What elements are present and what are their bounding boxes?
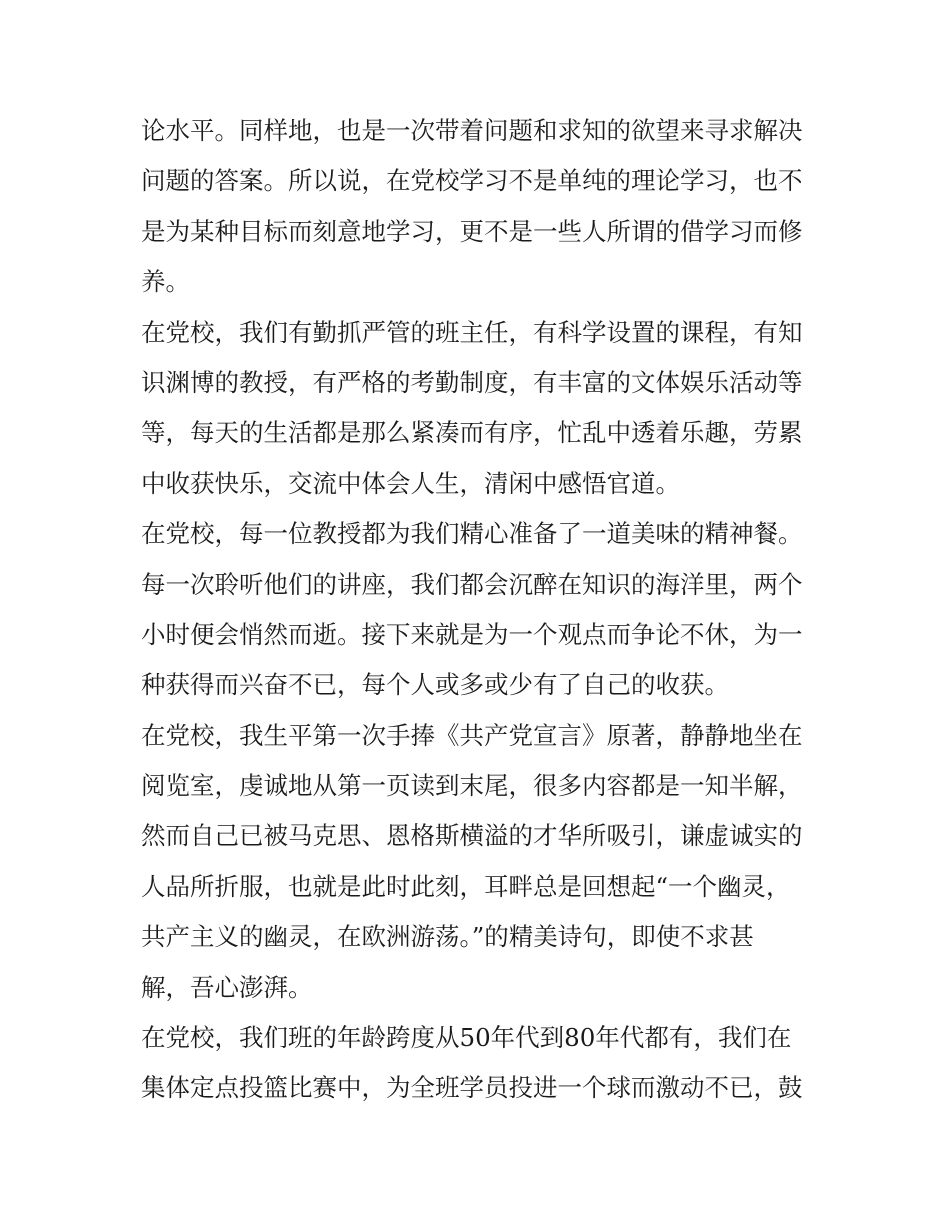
paragraph: [141, 711, 821, 1013]
body-text: [141, 106, 821, 1114]
paragraph: [141, 509, 821, 711]
text-line: 中收获快乐，交流中体会人生，清闲中感悟官道。: [141, 468, 680, 498]
text-line: 在党校，我生平第一次手捧《共产党宣言》原著，静静地坐在: [141, 720, 803, 750]
paragraph: [141, 106, 821, 308]
text-line: 人品所折服，也就是此时此刻，耳畔总是回想起“一个幽灵，: [141, 871, 791, 901]
text-line: 每一次聆听他们的讲座，我们都会沉醉在知识的海洋里，两个: [141, 569, 803, 599]
text-line: 共产主义的幽灵，在欧洲游荡。”的精美诗句，即使不求甚: [141, 922, 754, 952]
text-line: 解，吾心澎湃。: [141, 972, 313, 1002]
paragraph: [141, 1013, 821, 1114]
text-line: 种获得而兴奋不已，每个人或多或少有了自己的收获。: [141, 670, 729, 700]
text-line: 养。: [141, 267, 190, 297]
text-line: 问题的答案。所以说，在党校学习不是单纯的理论学习，也不: [141, 166, 803, 196]
text-line: 阅览室，虔诚地从第一页读到末尾，很多内容都是一知半解，: [141, 771, 803, 801]
text-line: 然而自己已被马克思、恩格斯横溢的才华所吸引，谦虚诚实的: [141, 821, 803, 851]
text-line: 是为某种目标而刻意地学习，更不是一些人所谓的借学习而修: [141, 216, 803, 246]
text-line: 识渊博的教授，有严格的考勤制度，有丰富的文体娱乐活动等: [141, 367, 803, 397]
text-line: 在党校，我们班的年龄跨度从50年代到80年代都有，我们在: [141, 1023, 792, 1053]
text-line: 等，每天的生活都是那么紧凑而有序，忙乱中透着乐趣，劳累: [141, 418, 803, 448]
text-line: 在党校，每一位教授都为我们精心准备了一道美味的精神餐。: [141, 519, 803, 549]
text-line: 小时便会悄然而逝。接下来就是为一个观点而争论不休，为一: [141, 619, 803, 649]
text-line: 集体定点投篮比赛中，为全班学员投进一个球而激动不已，鼓: [141, 1073, 803, 1103]
paragraph: [141, 308, 821, 510]
text-line: 在党校，我们有勤抓严管的班主任，有科学设置的课程，有知: [141, 317, 803, 347]
text-line: 论水平。同样地，也是一次带着问题和求知的欲望来寻求解决: [141, 116, 803, 145]
